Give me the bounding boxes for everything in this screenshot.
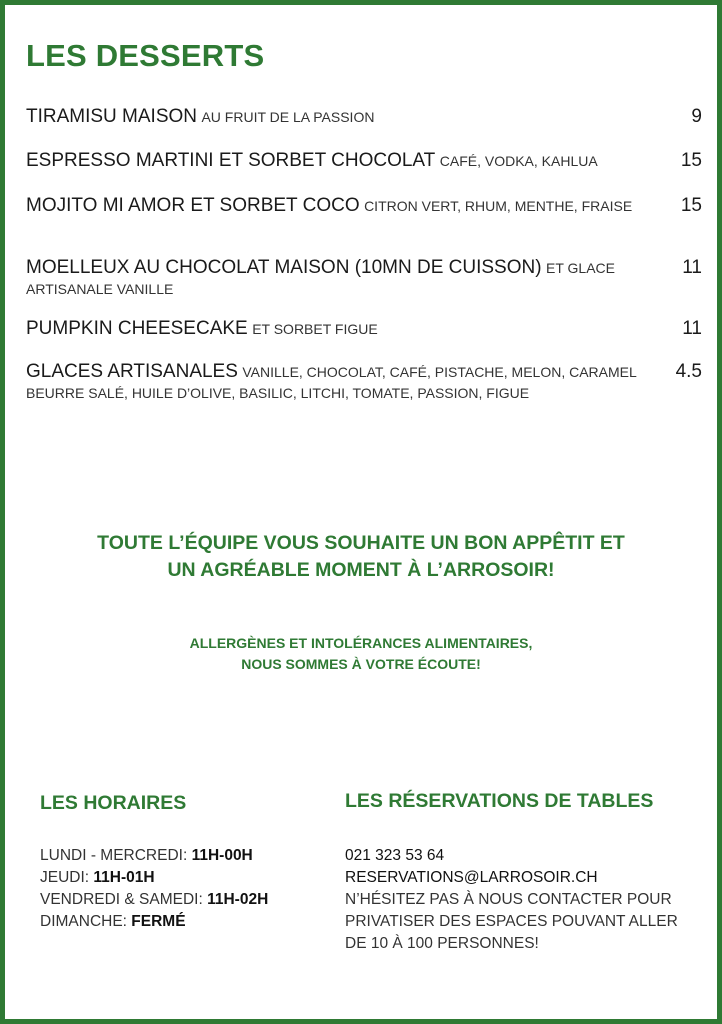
item-name: TIRAMISU MAISON bbox=[26, 106, 198, 127]
item-price: 11 bbox=[682, 257, 702, 278]
item-description: VANILLE, CHOCOLAT, CAFÉ, PISTACHE, MELON, CARAMEL BEURRE SALÉ, HUILE D’OLIVE, BASILIC, LITCHI, TOMATE, PASSION, FIGUE bbox=[26, 364, 637, 401]
hours-day: DIMANCHE: bbox=[40, 913, 127, 930]
reservation-note-line: N’HÉSITEZ PAS À NOUS CONTACTER POUR bbox=[345, 891, 672, 908]
closing-message-line: TOUTE L’ÉQUIPE VOUS SOUHAITE UN BON APPÊTIT ET bbox=[97, 532, 625, 554]
menu-item-cheesecake bbox=[26, 318, 706, 340]
item-description: CAFÉ, VODKA, KAHLUA bbox=[439, 153, 598, 169]
allergy-notice bbox=[0, 633, 722, 675]
hours-day: JEUDI: bbox=[40, 869, 90, 886]
menu-title: LES DESSERTS bbox=[26, 38, 265, 73]
allergy-notice-line: ALLERGÈNES ET INTOLÉRANCES ALIMENTAIRES, bbox=[189, 635, 533, 651]
item-description: ET GLACE ARTISANALE VANILLE bbox=[26, 260, 616, 297]
hours-row bbox=[40, 911, 268, 933]
item-price: 15 bbox=[680, 150, 702, 171]
menu-item-espresso-martini bbox=[26, 150, 706, 172]
hours-day: VENDREDI & SAMEDI: bbox=[40, 891, 203, 908]
hours-time: FERMÉ bbox=[131, 913, 186, 930]
menu-item-moelleux bbox=[26, 257, 706, 300]
menu-item-tiramisu bbox=[26, 106, 706, 128]
closing-message-line: UN AGRÉABLE MOMENT À L’ARROSOIR! bbox=[167, 559, 555, 581]
hours-row bbox=[40, 845, 268, 867]
hours-day: LUNDI - MERCREDI: bbox=[40, 847, 188, 864]
reservations-title: LES RÉSERVATIONS DE TABLES bbox=[345, 790, 654, 812]
allergy-notice-line: NOUS SOMMES À VOTRE ÉCOUTE! bbox=[241, 656, 481, 672]
menu-item-mojito bbox=[26, 195, 706, 217]
item-price: 15 bbox=[680, 195, 702, 216]
reservation-note-line: PRIVATISER DES ESPACES POUVANT ALLER bbox=[345, 913, 678, 930]
closing-message bbox=[0, 530, 722, 584]
item-name: PUMPKIN CHEESECAKE bbox=[26, 318, 248, 339]
menu-item-glaces bbox=[26, 361, 706, 404]
reservation-note-line: DE 10 À 100 PERSONNES! bbox=[345, 935, 539, 952]
hours-title: LES HORAIRES bbox=[40, 792, 187, 814]
opening-hours bbox=[40, 845, 268, 933]
item-description: ET SORBET FIGUE bbox=[252, 321, 378, 337]
item-price: 9 bbox=[691, 106, 702, 127]
reservations-info bbox=[345, 845, 695, 955]
hours-time: 11H-01H bbox=[93, 869, 155, 886]
item-name: MOELLEUX AU CHOCOLAT MAISON (10MN DE CUISSON) bbox=[26, 257, 542, 278]
item-name: ESPRESSO MARTINI ET SORBET CHOCOLAT bbox=[26, 150, 436, 171]
item-price: 4.5 bbox=[675, 361, 702, 382]
item-name: MOJITO MI AMOR ET SORBET COCO bbox=[26, 195, 360, 216]
hours-row bbox=[40, 889, 268, 911]
item-name: GLACES ARTISANALES bbox=[26, 361, 238, 382]
item-description: AU FRUIT DE LA PASSION bbox=[201, 109, 375, 125]
hours-row bbox=[40, 867, 268, 889]
reservation-email[interactable]: RESERVATIONS@LARROSOIR.CH bbox=[345, 869, 598, 886]
hours-time: 11H-02H bbox=[207, 891, 269, 908]
item-description: CITRON VERT, RHUM, MENTHE, FRAISE bbox=[364, 198, 633, 214]
hours-time: 11H-00H bbox=[191, 847, 253, 864]
item-price: 11 bbox=[682, 318, 702, 339]
reservation-phone[interactable]: 021 323 53 64 bbox=[345, 847, 445, 864]
